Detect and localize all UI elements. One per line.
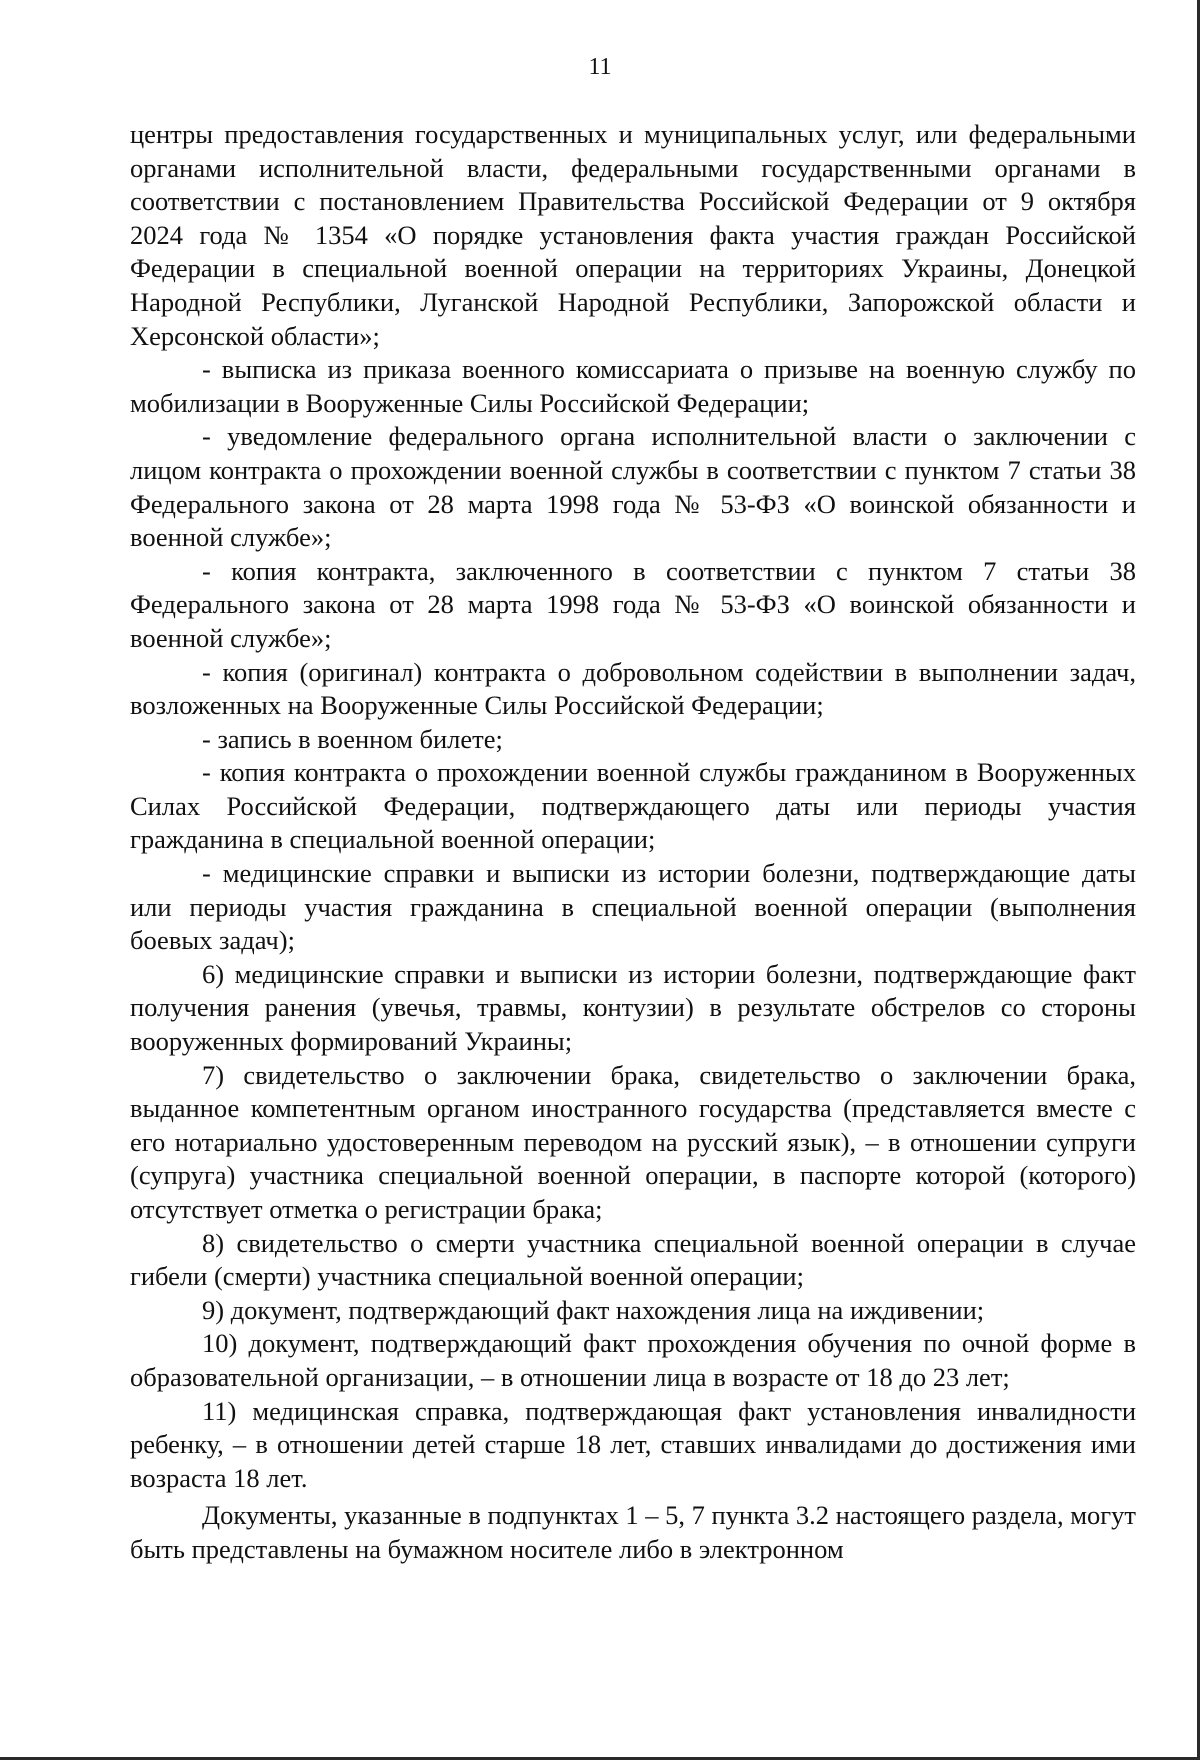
paragraph-item-10: 10) документ, подтверждающий факт прохождения обучения по очной форме в образовательной организации, – в отношении лица в возрасте от 18 до 23 лет;: [130, 1328, 1136, 1392]
paragraph-item-8: 8) свидетельство о смерти участника специальной военной операции в случае гибели (смерти) участника специальной военной операции;: [130, 1227, 1136, 1292]
paragraph-item-6: 6) медицинские справки и выписки из истории болезни, подтверждающие факт получения ранения (увечья, травмы, контузии) в результате обстрелов со стороны вооруженных формирований Украины;: [130, 958, 1136, 1057]
paragraph-volunteer-contract: - копия (оригинал) контракта о добровольном содействии в выполнении задач, возложенных на Вооруженные Силы Российской Федерации;: [130, 656, 1136, 721]
paragraph-item-7: 7) свидетельство о заключении брака, свидетельство о заключении брака, выданное компетентным органом иностранного государства (представляется вместе с его нотариально удостоверенным переводом на русский язык), – в отношении супруги (супруга) участника специальной военной операции, в паспорте которой (которого) отсутствует отметка о регистрации брака;: [130, 1059, 1136, 1224]
paragraph-contract-copy: - копия контракта, заключенного в соответствии с пунктом 7 статьи 38 Федерального закона от 28 марта 1998 года № 53-ФЗ «О воинской обязанности и военной службе»;: [130, 555, 1136, 653]
paragraph-mobilization-order: - выписка из приказа военного комиссариата о призыве на военную службу по мобилизации в Вооруженные Силы Российской Федерации;: [130, 354, 1136, 418]
paragraph-medical-dates: - медицинские справки и выписки из истории болезни, подтверждающие даты или периоды участия гражданина в специальной военной операции (выполнения боевых задач);: [130, 858, 1136, 956]
document-body: [130, 118, 1136, 1567]
page-number: 11: [588, 54, 612, 80]
paragraph-continuation: центры предоставления государственных и муниципальных услуг, или федеральными органами исполнительной власти, федеральными государственными органами в соответствии с постановлением Правительства Российской Федерации от 9 октября 2024 года № 1354 «О порядке установления факта участия граждан Российской Федерации в специальной военной операции на территориях Украины, Донецкой Народной Республики, Луганской Народной Республики, Запорожской области и Херсонской области»;: [130, 119, 1136, 351]
paragraph-military-id-record: - запись в военном билете;: [202, 723, 503, 754]
paragraph-service-contract: - копия контракта о прохождении военной службы гражданином в Вооруженных Силах Российской Федерации, подтверждающего даты или периоды участия гражданина в специальной военной операции;: [130, 757, 1136, 855]
paragraph-item-11: 11) медицинская справка, подтверждающая факт установления инвалидности ребенку, – в отношении детей старше 18 лет, ставших инвалидами до достижения ими возраста 18 лет.: [130, 1395, 1136, 1493]
paragraph-documents-note: Документы, указанные в подпунктах 1 – 5, 7 пункта 3.2 настоящего раздела, могут быть представлены на бумажном носителе либо в электронном: [130, 1500, 1136, 1564]
paragraph-contract-notice: - уведомление федерального органа исполнительной власти о заключении с лицом контракта о прохождении военной службы в соответствии с пунктом 7 статьи 38 Федерального закона от 28 марта 1998 года № 53-ФЗ «О воинской обязанности и военной службе»;: [130, 421, 1136, 553]
paragraph-item-9: 9) документ, подтверждающий факт нахождения лица на иждивении;: [202, 1294, 985, 1325]
